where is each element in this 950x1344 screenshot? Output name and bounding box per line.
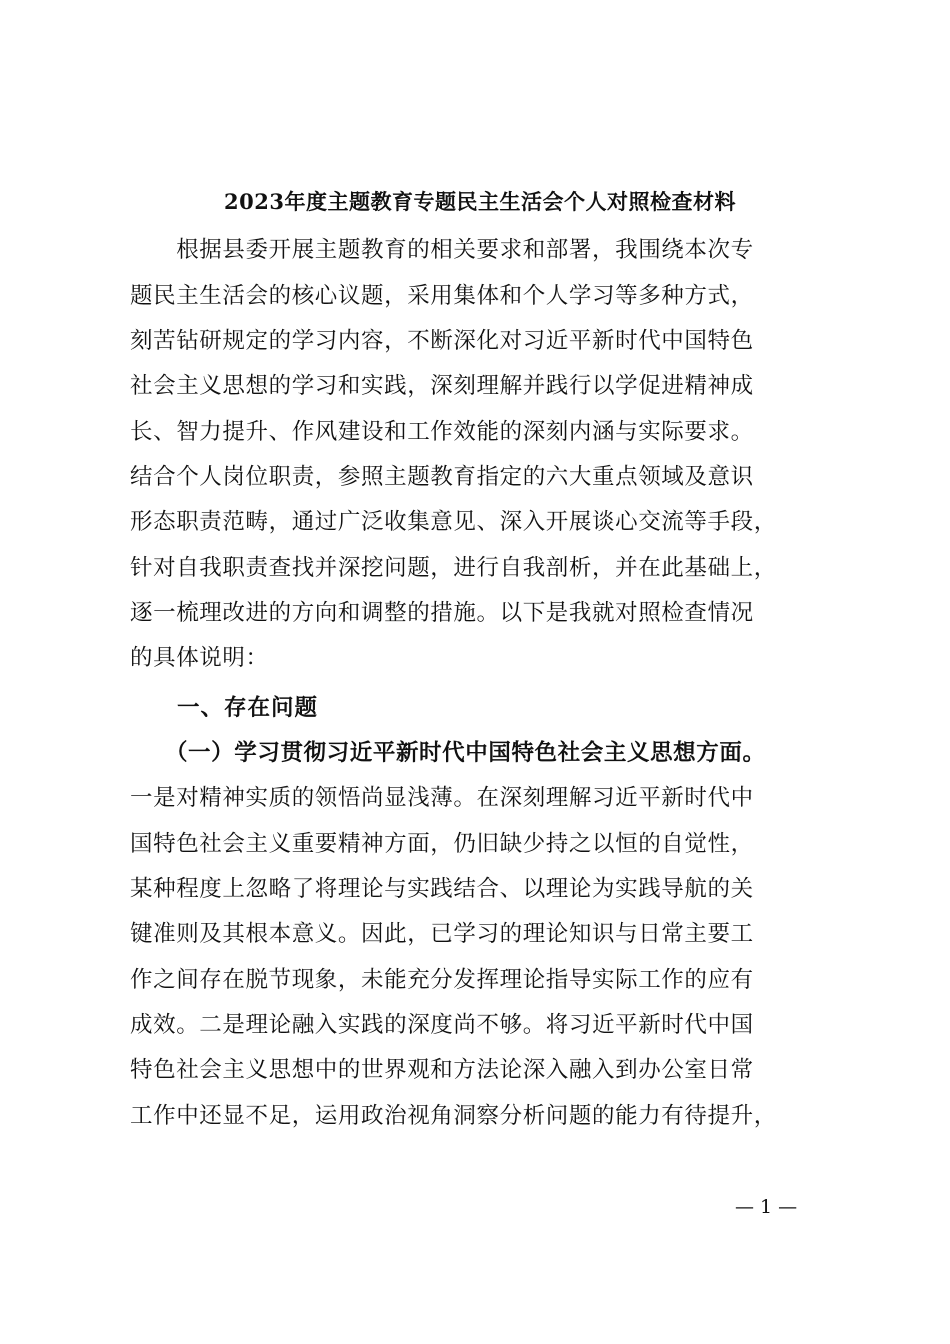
intro-line-10: 的具体说明： <box>130 645 269 671</box>
body-line-2: 国特色社会主义重要精神方面，仍旧缺少持之以恒的自觉性， <box>130 831 754 857</box>
intro-line-7: 形态职责范畴，通过广泛收集意见、深入开展谈心交流等手段， <box>130 509 777 535</box>
intro-line-8: 针对自我职责查找并深挖问题，进行自我剖析，并在此基础上， <box>130 555 777 581</box>
body-line-6: 成效。二是理论融入实践的深度尚不够。将习近平新时代中国 <box>130 1012 754 1038</box>
body-line-1: 一是对精神实质的领悟尚显浅薄。在深刻理解习近平新时代中 <box>130 785 754 811</box>
body-line-7: 特色社会主义思想中的世界观和方法论深入融入到办公室日常 <box>130 1057 754 1083</box>
body-line-3: 某种程度上忽略了将理论与实践结合、以理论为实践导航的关 <box>130 876 754 902</box>
intro-line-4: 社会主义思想的学习和实践，深刻理解并践行以学促进精神成 <box>130 373 754 399</box>
body-line-4: 键准则及其根本意义。因此，已学习的理论知识与日常主要工 <box>130 921 754 947</box>
body-line-5: 作之间存在脱节现象，未能充分发挥理论指导实际工作的应有 <box>130 967 754 993</box>
intro-line-1: 根据县委开展主题教育的相关要求和部署，我围绕本次专 <box>130 237 754 263</box>
intro-line-6: 结合个人岗位职责，参照主题教育指定的六大重点领域及意识 <box>130 464 754 490</box>
subsection-heading-1: （一）学习贯彻习近平新时代中国特色社会主义思想方面。 <box>130 740 766 766</box>
intro-line-3: 刻苦钻研规定的学习内容，不断深化对习近平新时代中国特色 <box>130 328 754 354</box>
page-number: — 1 — <box>735 1196 798 1218</box>
intro-line-9: 逐一梳理改进的方向和调整的措施。以下是我就对照检查情况 <box>130 600 754 626</box>
body-line-8: 工作中还显不足，运用政治视角洞察分析问题的能力有待提升， <box>130 1103 777 1129</box>
intro-line-5: 长、智力提升、作风建设和工作效能的深刻内涵与实际要求。 <box>130 419 754 445</box>
section-heading-problems: 一、存在问题 <box>177 695 319 721</box>
intro-line-2: 题民主生活会的核心议题，采用集体和个人学习等多种方式， <box>130 283 754 309</box>
document-title: 2023年度主题教育专题民主生活会个人对照检查材料 <box>224 189 736 214</box>
